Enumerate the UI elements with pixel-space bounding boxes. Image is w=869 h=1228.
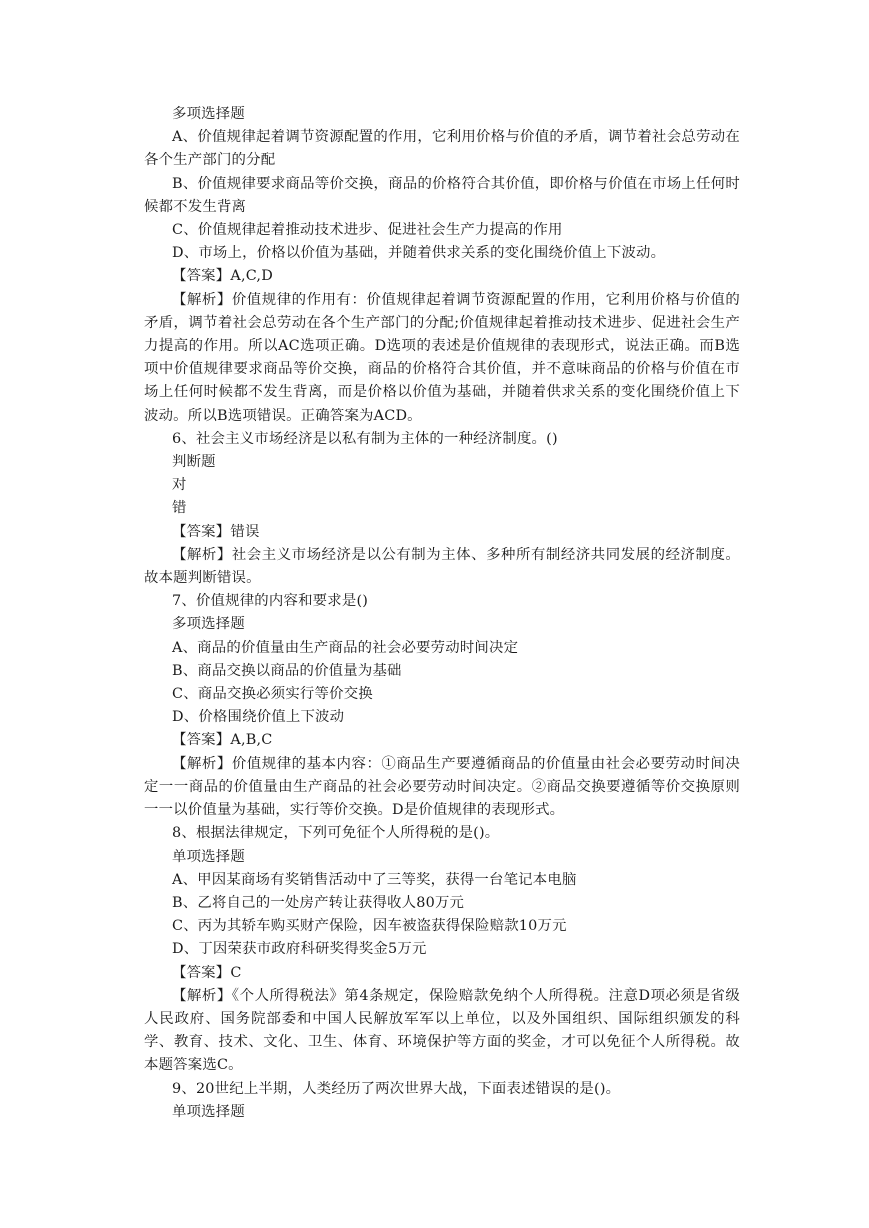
option-b: B、商品交换以商品的价值量为基础: [172, 662, 402, 679]
question-type: 单项选择题: [172, 1103, 245, 1120]
answer: 【答案】A,B,C: [172, 732, 273, 749]
explanation: 【解析】社会主义市场经济是以公有制为主体、多种所有制经济共同发展的经济制度。故本题判断错误。: [144, 546, 740, 587]
option-b: B、价值规律要求商品等价交换，商品的价格符合其价值，即价格与价值在市场上任何时候都不发生背离: [144, 175, 740, 215]
answer: 【答案】A,C,D: [172, 268, 273, 285]
explanation: 【解析】《个人所得税法》第4条规定，保险赔款免纳个人所得税。注意D项必须是省级人民政府、国务院部委和中国人民解放军军以上单位，以及外国组织、国际组织颁发的科学、教育、技术、文化、卫生、体育、环境保护等方面的奖金，才可以免征个人所得税。故本题答案选C。: [144, 987, 740, 1074]
question-6: 6、社会主义市场经济是以私有制为主体的一种经济制度。(): [172, 430, 558, 447]
question-type: 判断题: [172, 454, 216, 471]
option-a: A、价值规律起着调节资源配置的作用，它利用价格与价值的矛盾，调节着社会总劳动在各个生产部门的分配: [144, 129, 740, 169]
explanation: 【解析】价值规律的基本内容：①商品生产要遵循商品的价值量由社会必要劳动时间决定一一商品的价值量由生产商品的社会必要劳动时间决定。②商品交换要遵循等价交换原则一一以价值量为基础，实行等价交换。D是价值规律的表现形式。: [144, 755, 740, 819]
explanation: 【解析】价值规律的作用有：价值规律起着调节资源配置的作用，它利用价格与价值的矛盾，调节着社会总劳动在各个生产部门的分配;价值规律起着推动技术进步、促进社会生产力提高的作用。所以AC选项正确。D选项的表述是价值规律的表现形式，说法正确。而B选项中价值规律要求商品等价交换，商品的价格符合其价值，并不意味商品的价格与价值在市场上任何时候都不发生背离，而是价格以价值为基础，并随着供求关系的变化围绕价值上下波动。所以B选项错误。正确答案为ACD。: [144, 291, 740, 424]
option-c: C、商品交换必须实行等价交换: [172, 686, 373, 703]
option-a: A、商品的价值量由生产商品的社会必要劳动时间决定: [172, 639, 519, 656]
answer: 【答案】C: [172, 964, 242, 981]
document-body: [144, 103, 740, 1124]
option-d: D、市场上，价格以价值为基础，并随着供求关系的变化围绕价值上下波动。: [172, 245, 666, 262]
question-7: 7、价值规律的内容和要求是(): [172, 593, 369, 610]
option-true: 对: [172, 477, 187, 494]
question-type: 多项选择题: [172, 616, 245, 633]
option-false: 错: [172, 500, 187, 517]
option-a: A、甲因某商场有奖销售活动中了三等奖，获得一台笔记本电脑: [172, 871, 577, 888]
answer: 【答案】错误: [172, 523, 260, 540]
option-c: C、丙为其轿车购买财产保险，因车被盗获得保险赔款10万元: [172, 918, 567, 935]
question-8: 8、根据法律规定，下列可免征个人所得税的是()。: [172, 825, 500, 842]
option-d: D、价格围绕价值上下波动: [172, 709, 345, 726]
option-c: C、价值规律起着推动技术进步、促进社会生产力提高的作用: [172, 222, 563, 239]
question-9: 9、20世纪上半期，人类经历了两次世界大战，下面表述错误的是()。: [172, 1080, 621, 1097]
option-b: B、乙将自己的一处房产转让获得收人80万元: [172, 894, 465, 911]
question-type: 多项选择题: [172, 106, 245, 122]
question-type: 单项选择题: [172, 848, 245, 865]
option-d: D、丁因荣获市政府科研奖得奖金5万元: [172, 941, 427, 958]
